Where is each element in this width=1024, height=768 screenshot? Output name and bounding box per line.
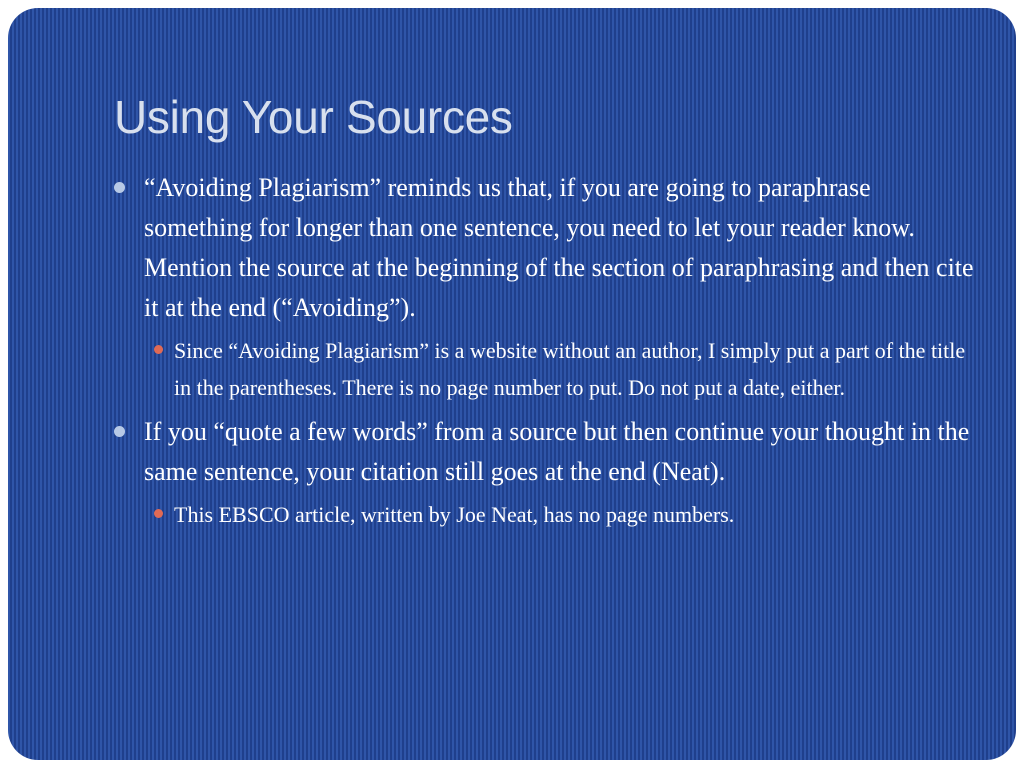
- slide-body: [114, 168, 974, 539]
- round-bullet-icon: [114, 182, 125, 193]
- sub-bullet-text: Since “Avoiding Plagiarism” is a website without an author, I simply put a part of the title in the parentheses. There is no page number to put. Do not put a date, either.: [174, 338, 966, 400]
- slide-title: Using Your Sources: [114, 91, 513, 143]
- bullet-item: [114, 412, 974, 492]
- bullet-text: If you “quote a few words” from a source but then continue your thought in the same sentence, your citation still goes at the end (Neat).: [144, 417, 970, 486]
- sub-bullet-text: This EBSCO article, written by Joe Neat, has no page numbers.: [174, 502, 735, 527]
- red-round-bullet-icon: [154, 509, 163, 518]
- sub-bullet-item: [144, 332, 974, 406]
- red-round-bullet-icon: [154, 345, 163, 354]
- slide: [8, 8, 1016, 760]
- sub-bullet-item: [144, 496, 974, 533]
- round-bullet-icon: [114, 426, 125, 437]
- bullet-text: “Avoiding Plagiarism” reminds us that, if you are going to paraphrase something for longer than one sentence, you need to let your reader know. Mention the source at the beginning of the section of paraphrasing and then cite it at the end (“Avoiding”).: [144, 173, 974, 322]
- bullet-item: [114, 168, 974, 328]
